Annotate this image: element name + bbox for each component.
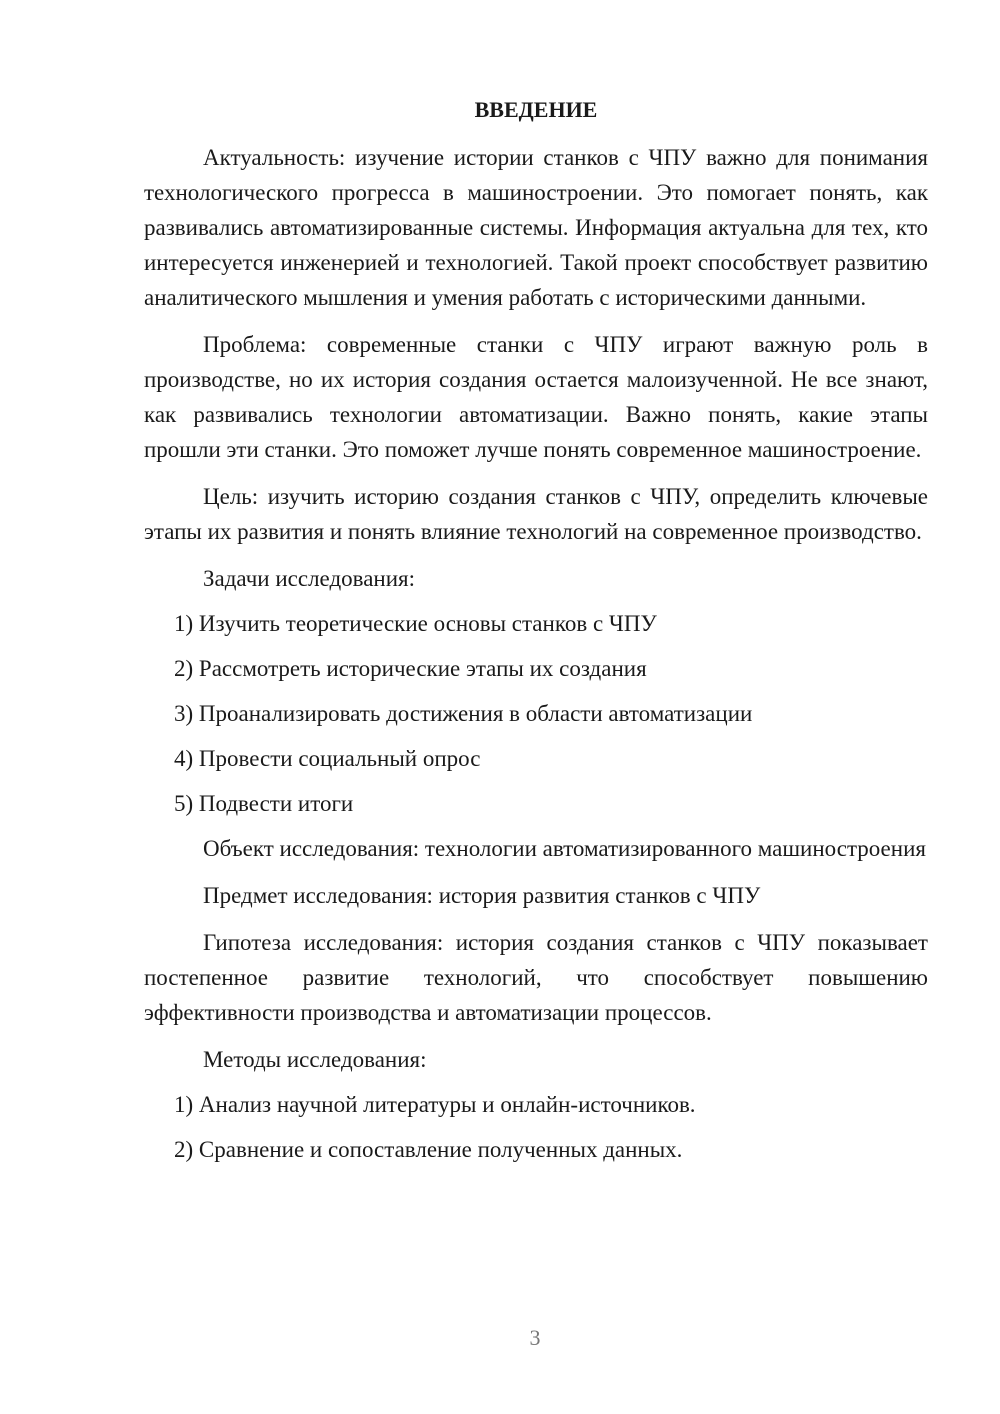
task-item: 4) Провести социальный опрос bbox=[174, 746, 481, 771]
task-item: 3) Проанализировать достижения в области автоматизации bbox=[174, 701, 753, 726]
task-item: 5) Подвести итоги bbox=[174, 791, 354, 816]
method-item: 2) Сравнение и сопоставление полученных данных. bbox=[174, 1137, 683, 1162]
methods-list bbox=[144, 1087, 928, 1167]
problem-paragraph: Проблема: современные станки с ЧПУ играют важную роль в производстве, но их история создания остается малоизученной. Не все знают, как развивались технологии автоматизации. Важно понять, какие этапы прошли эти станки. Это поможет лучше понять современное машиностроение. bbox=[144, 332, 928, 462]
hypothesis-paragraph: Гипотеза исследования: история создания станков с ЧПУ показывает постепенное развитие технологий, что способствует повышению эффективности производства и автоматизации процессов. bbox=[144, 930, 928, 1025]
object-paragraph: Объект исследования: технологии автоматизированного машиностроения bbox=[203, 836, 926, 861]
document-page bbox=[144, 95, 928, 1177]
goal-paragraph: Цель: изучить историю создания станков с ЧПУ, определить ключевые этапы их развития и понять влияние технологий на современное производство. bbox=[144, 484, 928, 544]
subject-paragraph: Предмет исследования: история развития станков с ЧПУ bbox=[203, 883, 761, 908]
method-item: 1) Анализ научной литературы и онлайн-источников. bbox=[174, 1092, 696, 1117]
task-item: 2) Рассмотреть исторические этапы их создания bbox=[174, 656, 647, 681]
methods-heading: Методы исследования: bbox=[203, 1047, 427, 1072]
tasks-heading: Задачи исследования: bbox=[203, 566, 416, 591]
page-title: ВВЕДЕНИЕ bbox=[474, 97, 598, 122]
tasks-list bbox=[144, 606, 928, 821]
task-item: 1) Изучить теоретические основы станков с ЧПУ bbox=[174, 611, 657, 636]
relevance-paragraph: Актуальность: изучение истории станков с ЧПУ важно для понимания технологического прогресса в машиностроении. Это помогает понять, как развивались автоматизированные системы. Информация актуальна для тех, кто интересуется инженерией и технологией. Такой проект способствует развитию аналитического мышления и умения работать с историческими данными. bbox=[144, 145, 928, 310]
page-number: 3 bbox=[529, 1325, 541, 1350]
